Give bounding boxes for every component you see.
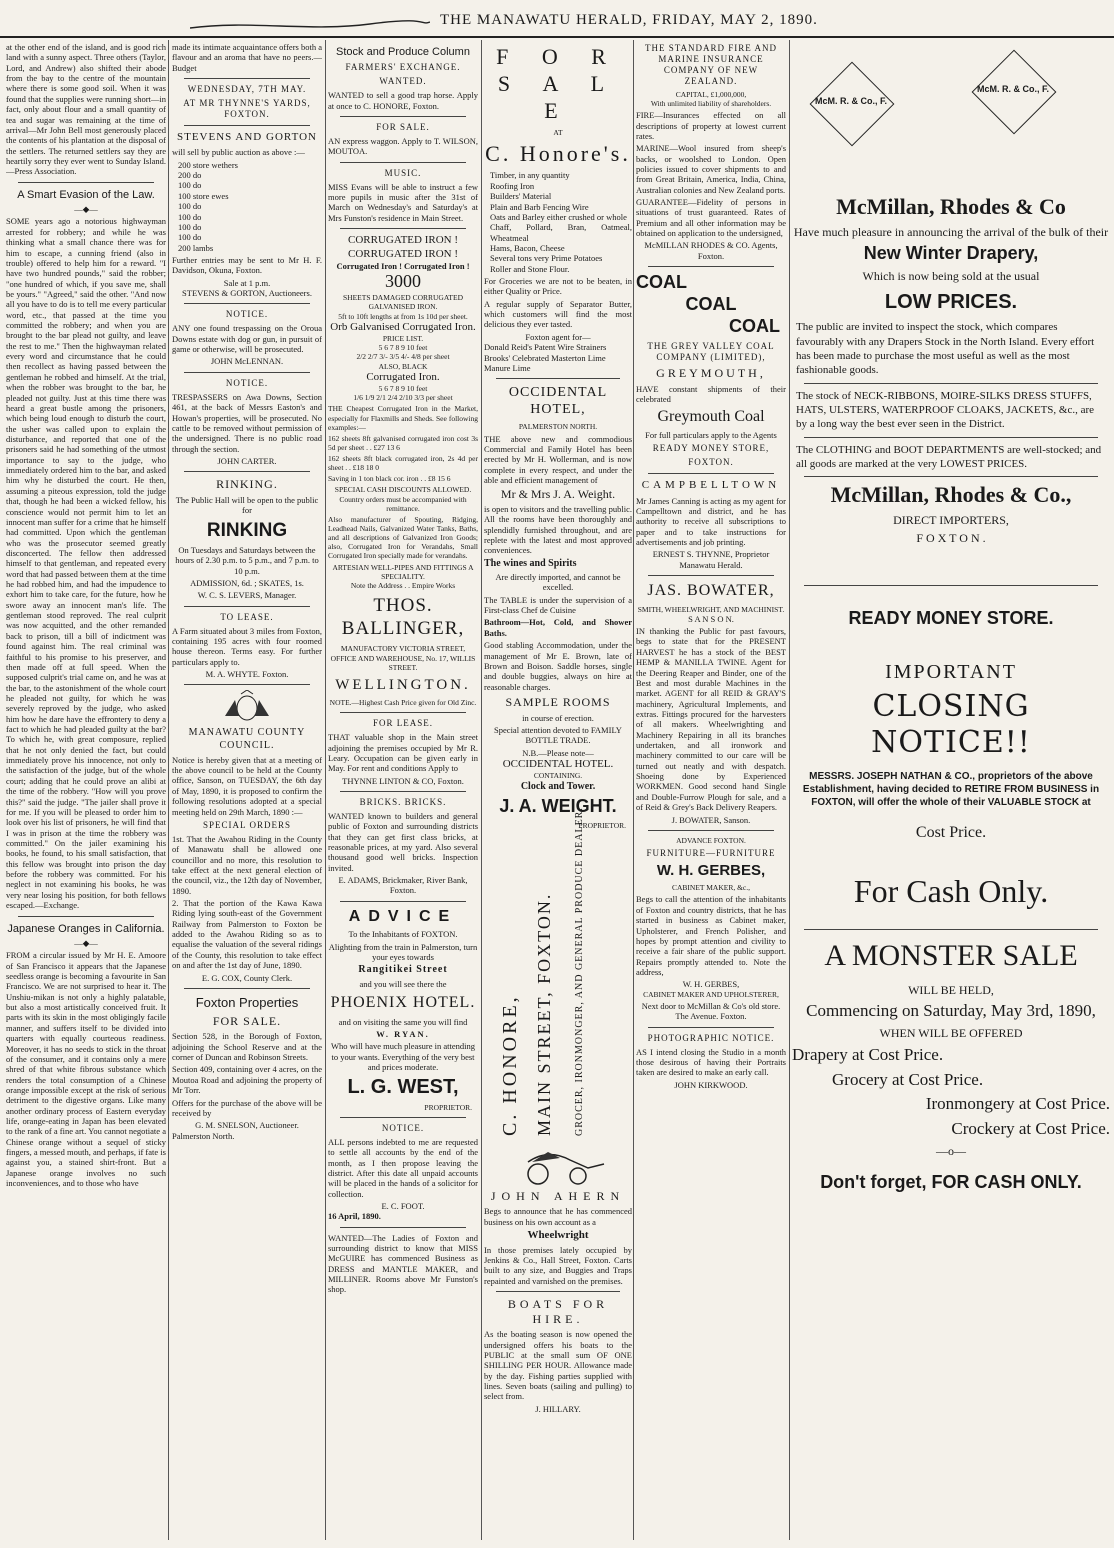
iron-quantity: 3000: [385, 271, 421, 292]
lease-heading: FOR LEASE.: [372, 718, 433, 729]
sample-sub: in course of erection.: [522, 712, 594, 723]
address-note: Note the Address . . Empire Works: [350, 580, 456, 590]
wheelwright: Wheelwright: [527, 1229, 589, 1242]
notice-date: 16 April, 1890.: [328, 1211, 381, 1222]
list-item: 100 do: [178, 180, 202, 191]
gerbes-trade: CABINET MAKER, &c.,: [672, 883, 750, 893]
list-item: 100 do: [178, 201, 202, 212]
grocery-line: Grocery at Cost Price.: [832, 1069, 984, 1089]
ironmongery-line: Ironmongery at Cost Price.: [925, 1094, 1110, 1114]
notice-signature: JOHN McLENNAN.: [210, 356, 284, 367]
notice-body: ANY one found trespassing on the Oroua Downs estate with dog or gun, in pursuit of game or otherwise, will be prosecuted.: [172, 323, 322, 355]
greymouth-coal: Greymouth Coal: [657, 408, 765, 426]
capital: CAPITAL, £1,000,000,: [675, 89, 747, 99]
list-item: Oats and Barley either crushed or whole: [490, 211, 627, 222]
weight-name: Mr & Mrs J. A. Weight.: [500, 487, 616, 502]
stabling-text: Good stabling Accommodation, under the management of Mr E. Brown, late of Brown and Boison. Saddle horses, single and double buggies, always on hire at reasonable charges.: [484, 640, 632, 692]
council-order: 1st. That the Awahou Riding in the County of Manawatu shall be allowed one councillor and no more, this resolution to take effect at the next general election of the council, viz., the 12th day of November, 1890.: [172, 833, 322, 896]
gerbes-signature: W. H. GERBES,: [682, 979, 740, 990]
mcmillan-heading-2: McMillan, Rhodes & Co.,: [830, 482, 1072, 508]
sold-text: Which is now being sold at the usual: [862, 269, 1040, 284]
coal-particulars: For full particulars apply to the Agents: [645, 429, 777, 440]
list-item: Timber, in any quantity: [490, 170, 570, 181]
commencing-date: Commencing on Saturday, May 3rd, 1890,: [806, 1001, 1096, 1021]
closing-notice: CLOSING NOTICE!!: [871, 688, 1031, 761]
dont-forget: Don't forget, FOR CASH ONLY.: [820, 1172, 1082, 1193]
iron-sheets: SHEETS DAMAGED CORRUGATED GALVANISED IRON.: [342, 293, 463, 312]
agent-item: Brooks' Celebrated Masterton Lime: [484, 352, 606, 363]
list-item: 100 do: [178, 211, 202, 222]
agent-label: Foxton agent for—: [525, 331, 591, 342]
phoenix-body: and on visiting the same you will find: [338, 1016, 468, 1027]
store-place: FOXTON.: [688, 457, 734, 468]
forsale-heading: F O R S A L E: [496, 44, 620, 123]
phoenix-hotel: PHOENIX HOTEL.: [330, 993, 476, 1011]
crockery-line: Crockery at Cost Price.: [951, 1119, 1110, 1139]
trademark-area: [792, 40, 1110, 190]
ryan-name: W. RYAN.: [376, 1028, 430, 1039]
ready-money-store: READY MONEY STORE,: [652, 443, 770, 454]
masthead: [0, 8, 1114, 38]
example-line: 162 sheets 8ft galvanised corrugated iron cost 3s 5d per sheet . . £27 13 6: [328, 433, 478, 452]
will-be-held: WILL BE HELD,: [908, 982, 994, 997]
iron-heading: CORRUGATED IRON !: [348, 247, 458, 260]
clothing-text: The CLOTHING and BOOT DEPARTMENTS are well-stocked; and all goods are marked at the very LOWEST PRICES.: [796, 443, 1102, 470]
column-rule: [633, 40, 634, 1540]
oranges-story: FROM a circular issued by Mr H. E. Amoore of San Francisco it appears that the Japanese seedless orange is becoming a favourite in San Francisco. We are not surprised to hear it. The Unshiu-mikan is not only a highly palatable, but also a most artistically conceived fruit. It parts with its skin in the most obligingly facile manner, and suffers itself to be divided into quarters with equally courteous readiness. Moreover, it has no seeds to stick in the throat of the consumer, and it contains only a mere shred of that white fibrous substance which renders the total consumption of a Chinese orange impossible except at the risk of serious detriment to the digestive organs. Like many another ordinary process of Eastern everyday life, orange-eating in Japan has been elevated to the rank of a fine art. You cannot negotiate a Chinese orange without a sequel of sticky fingers, a messed mouth, and perhaps, if fate is against you, a stained shirt-front. But a Japanese orange involves no such inconveniences, and to those who have: [6, 950, 166, 1189]
column-mcmillan-ad: [792, 40, 1110, 1540]
ahern-body: Begs to announce that he has commenced business on his own account as a: [484, 1206, 632, 1227]
bricks-body: WANTED known to builders and general public of Foxton and surrounding districts that they can get first class bricks, at reasonable prices, at my yard. Also several thousand good well bricks. Inspection invited.: [328, 810, 478, 873]
boats-signature: J. HILLARY.: [535, 1403, 581, 1414]
list-item: 100 store ewes: [178, 190, 229, 201]
containing-label: CONTAINING.: [533, 771, 583, 781]
ballinger-address: MANUFACTORY VICTORIA STREET, OFFICE AND WAREHOUSE, No. 17, WILLIS STREET.: [330, 644, 476, 672]
divider: [340, 791, 466, 792]
divider: [648, 473, 774, 474]
music-heading: MUSIC.: [384, 167, 422, 178]
coal-company: THE GREY VALLEY COAL COMPANY (LIMITED),: [647, 341, 775, 363]
notice-signature: JOHN CARTER.: [217, 455, 277, 466]
lease-heading: TO LEASE.: [220, 611, 274, 622]
photo-signature: JOHN KIRKWOOD.: [674, 1079, 748, 1090]
black-iron: Corrugated Iron.: [366, 370, 440, 383]
divider: [184, 988, 310, 989]
divider: [340, 1117, 466, 1118]
lease-signature: THYNNE LINTON & CO, Foxton.: [342, 775, 464, 786]
property-item: Section 409, containing over 4 acres, on the Moutoa Road and adjoining the property of Mr Torr.: [172, 1064, 322, 1096]
liability: With unlimited liability of shareholders.: [650, 99, 772, 109]
auctioneer-name: STEVENS AND GORTON: [177, 130, 317, 143]
drapery-line: Drapery at Cost Price.: [792, 1044, 944, 1064]
insurance-heading: THE STANDARD FIRE AND MARINE INSURANCE COMPANY OF NEW ZEALAND.: [644, 43, 778, 86]
divider: [804, 437, 1098, 438]
coal-word: COAL: [685, 294, 737, 315]
ballinger-city: WELLINGTON.: [335, 676, 471, 693]
highwayman-story: SOME years ago a notorious highwayman arrested for robbery; and while he was thinking what a small chance there was for him to escape, a cunning friend (also in trouble) offered to help him for a reward. "I have two hundred pounds," said the robber; "one hundred of which, if you save me, shall be yours." "Agreed," said the other. "And now all you have to do is to tell me every particular word, etc., that passed at the time you committed the robbery; and when you are brought to the bar plead not guilty, and leave the rest to me." Then the highwayman related every word and circumstance that he could then recollect as having passed between the gentleman he robbed and himself. At the trial, when the robber was brought to the bar, he pleaded not guilty. Just at this time there was heard a great bustle among the prisoners, which being loud enough to disturb the court, the usher was called upon to explain the disturbance, and reported that one of the prisoners said he had something of the utmost importance to say to the judge, who immediately ordered him to the bar, and asked him why he disturbed the court. He then, assuming a piteous expression, told the judge that, though he had been a wicked fellow, his conscience would not permit him to let an innocent man suffer for a crime that he himself had committed. Upon which the gentleman who was the prosecutor seemed greatly disconcerted. The fellow then addressed himself to that gentleman, and repeated every word that had passed between them at the time he had robbed him, and had the impudence to exhort him to take care, for the future, how he swore away an innocent man's life. The gentleman stood reproved. The real culprit was now acquitted, and the other remanded back to prison, till a bill of indictment was found against him. The real criminal was faithful to his promise to his preserver, and then made off at full speed. When the supposed culprit's trial came on, and he was at the bar, to the astonishment of the whole court he pleaded not guilty, for which he was severely reproved by the judge, who asked him how he dare have the effrontery to deny a fact to which he had pleaded guilty at the bar? To which he, with great composure, replied that he not only denied the fact, but could immediately prove his innocence, not only to the satisfaction of the judge, but of the whole court; adding that he could prove an alibi at the time of the robbery. "How will you prove this?" said the judge. "The jailer shall prove it for me. If you will be pleased to order him to look over his list of prisoners, he will find that I was in prison at the time the robbery was committed." On the jailer examining his books, he found, to his small satisfaction, that this fellow was brought into prison the day before the robbery was committed. For his neglect in not examining his books, he was very near losing his position, for both fellows escaped.—Exchange.: [6, 216, 166, 911]
property-offers: Offers for the purchase of the above will be received by: [172, 1097, 322, 1118]
occidental-body: is open to visitors and the travelling public. All the rooms have been thoroughly and splendidly furnished throughout, and are replete with the latest and most approved conveniences.: [484, 504, 632, 556]
wines-heading: The wines and Spirits: [484, 557, 577, 569]
notice-heading: NOTICE.: [381, 1122, 425, 1133]
forsale-body: AN express waggon. Apply to T. WILSON, MOUTOA.: [328, 136, 478, 157]
notice-body: ALL persons indebted to me are requested to settle all accounts by the end of the month, as I then propose leaving the district. After this date all unpaid accounts will be placed in the hands of a solicitor for collection.: [328, 1136, 478, 1199]
story-headline: A Smart Evasion of the Law.: [17, 188, 155, 201]
bricks-heading: BRICKS. BRICKS.: [359, 797, 447, 807]
council-subheading: SPECIAL ORDERS: [203, 819, 291, 830]
vertical-trade: GROCER, IRONMONGER, AND GENERAL PRODUCE DEALER.: [574, 806, 585, 1136]
divider: [804, 383, 1098, 384]
divider: [648, 575, 774, 576]
divider: [184, 684, 310, 685]
when-offered: WHEN WILL BE OFFERED: [879, 1026, 1023, 1041]
divider: [184, 606, 310, 607]
column-rule: [168, 40, 169, 1540]
divider: [184, 471, 310, 472]
column-rule: [325, 40, 326, 1540]
notice-heading: NOTICE.: [225, 309, 269, 320]
divider: [648, 266, 774, 267]
invited-text: The public are invited to inspect the stock, which compares favourably with any Drapers Stock in the North Island. Every effort has been made to purchase the most useful as well as the most fashionable goods.: [796, 321, 1095, 377]
manufacturer-text: Also manufacturer of Spouting, Ridging, Leadhead Nails, Galvanized Water Tanks, Baths, and all descriptions of Galvanized Iron Goods; also, Corrugated Iron for Verandahs, Small Corrugated Iron specially made for verandahs.: [328, 514, 478, 561]
property-signature: G. M. SNELSON, Auctioneer.: [195, 1120, 299, 1131]
sample-rooms: SAMPLE ROOMS: [505, 694, 611, 709]
campbelltown-signature: ERNEST S. THYNNE, Proprietor Manawatu Herald.: [652, 549, 770, 570]
price-row: 2/2 2/7 3/- 3/5 4/- 4/8 per sheet: [356, 352, 450, 362]
rinking-intro: The Public Hall will be open to the public for: [175, 494, 319, 516]
divider: [184, 372, 310, 373]
lease-body: THAT valuable shop in the Main street adjoining the premises occupied by Mr R. Leary. Occupation can be given early in May. For rent and conditions Apply to: [328, 732, 478, 774]
divider: [340, 116, 466, 117]
sunday-island-story: at the other end of the island, and is good rich land with a sunny aspect. Three others (Taylor, Lord, and Andrew) also shifted their abode from the bay to the centre of the mountain where there is some good soil. When it was found that the supplies were running short—in fact, only about flour and a small quantity of tea and sugar was remaining at the time of arrival—Mr John Bell most generously placed the contents of his plantation at the disposal of the settlers. The returned settlers say they are heartily sorry they ever went to Sunday Island.—Press Association.: [6, 42, 166, 177]
winter-drapery: New Winter Drapery,: [863, 243, 1039, 264]
country-orders: Country orders must be accompanied with remittance.: [339, 494, 467, 513]
price-row: 1/6 1/9 2/1 2/4 2/10 3/3 per sheet: [353, 393, 453, 403]
price-row: 5 6 7 8 9 10 feet: [378, 343, 428, 353]
west-proprietor: PROPRIETOR.: [424, 1102, 472, 1112]
clock-tower: Clock and Tower.: [520, 780, 596, 792]
advice-body: Alighting from the train in Palmerston, turn your eyes towards: [328, 941, 478, 963]
list-item: 100 do: [178, 221, 202, 232]
coal-word: COAL: [729, 316, 780, 337]
bowater-body: IN thanking the Public for past favours, begs to state that for the PRESENT HARVEST he has a stock of the BEST HEMP & MANILLA TWINE. Agent for the Deering Reaper and Binder, one of the Best and most durable Machines in the market. AGENT for all REID & GRAY'S machinery, Agricultural Implements, and extras. Fittings procured for the harvesters of all makers. Wheelwrighting and Machinery Repairing in all its branches undertaken, and all ironwork and machinery committed to our care will be turned out neatly and with despatch. Shoeing done by Experienced WORKMEN. Good second hand Single and Double-Furrow Plough for sale, and a of Reid & Grey's Back Delivery Reapers.: [636, 626, 786, 813]
column-stock-produce: [328, 40, 478, 1540]
weight-big: J. A. WEIGHT.: [499, 795, 617, 816]
advice-sub: To the Inhabitants of FOXTON.: [348, 929, 458, 940]
nathan-text: MESSRS. JOSEPH NATHAN & CO., proprietors of the above Establishment, having decided to RETIRE FROM BUSINESS in FOXTON, will offer the whole of their VALUABLE STOCK at: [802, 770, 1100, 808]
list-item: Builders' Material: [490, 191, 552, 202]
list-item: Plain and Barb Fencing Wire: [490, 201, 589, 212]
price-row: 5 6 7 8 9 10 feet: [378, 384, 428, 394]
bricks-signature: E. ADAMS, Brickmaker, River Bank, Foxton.: [338, 875, 468, 896]
proprietor-label: PROPRIETOR.: [578, 820, 626, 830]
coal-word: COAL: [636, 272, 687, 293]
carriage-icon: [508, 1142, 608, 1186]
insurance-signature: McMILLAN RHODES & CO. Agents, Foxton.: [644, 240, 778, 261]
sale-location: AT MR THYNNE'S YARDS, FOXTON.: [183, 98, 311, 120]
goods-list: [484, 170, 632, 274]
bottle-trade: Special attention devoted to FAMILY BOTTLE TRADE.: [494, 724, 622, 746]
auctioneer-signature: STEVENS & GORTON, Auctioneers.: [182, 288, 312, 299]
campbelltown-body: Mr James Canning is acting as my agent for Campelltown and district, and he has authority to receive all subscriptions to paper and to take instructions for advertisements and job printing.: [636, 495, 786, 547]
boats-body: As the boating season is now opened the undersigned offers his boats to the PUBLIC at the small sum OF ONE SHILLING PER HOUR. Allowance made by the day. Fishing parties supplied with lines. Seven boats (sailing and pulling) to select from.: [484, 1329, 632, 1402]
campbelltown-heading: CAMPBELLTOWN: [641, 479, 781, 492]
stock-list: [172, 160, 322, 253]
marine-text: MARINE—Wool insured from sheep's backs, or woolshed to London. Open policies issued to cover shipments to and from Great Britain, America, India, China, Australian colonies and New Zealand ports.: [636, 143, 786, 195]
properties-heading: Foxton Properties: [195, 994, 299, 1010]
story-headline: Japanese Oranges in California.: [7, 922, 165, 935]
notice-body: TRESPASSERS on Awa Downs, Section 461, at the back of Messrs Easton's and Howan's properties, will be prosecuted. No cattle to be removed without permission of the undersigned. There is no public road through the section.: [172, 391, 322, 454]
ballinger-name: THOS. BALLINGER,: [341, 595, 465, 640]
council-order: 2. That the portion of the Kawa Kawa Riding lying south-east of the Government Railway from Palmerston to Foxton be added to the Awahou Riding so as to equalise the valuation of the several ridings of the County, this resolution to take effect on and after the 1st day of June, 1890.: [172, 898, 322, 971]
rangitikei: Rangitikei Street: [358, 964, 448, 976]
divider: [340, 712, 466, 713]
music-body: MISS Evans will be able to instruct a few more pupils in music after the 31st of March on Wednesday's and Saturday's at Mrs Funston's residence in Main Street.: [328, 181, 478, 223]
stock-heading: Stock and Produce Column: [336, 46, 470, 58]
advance-foxton: ADVANCE FOXTON.: [676, 835, 746, 845]
gerbes-name: W. H. GERBES,: [656, 862, 766, 880]
trademark-label: McM. R. & Co., F.: [815, 96, 887, 106]
column-notices: [172, 40, 322, 1540]
price-list-label: PRICE LIST.: [382, 334, 424, 344]
list-item: Several tons very Prime Potatoes: [490, 253, 603, 264]
rinking-hours: On Tuesdays and Saturdays between the hours of 2.30 p.m. to 5 p.m., and 7 p.m. to 10 p.m.: [175, 544, 319, 576]
artesian: ARTESIAN WELL-PIPES AND FITTINGS A SPECIALITY.: [332, 562, 474, 581]
iron-heading: CORRUGATED IRON !: [348, 234, 458, 247]
photo-heading: PHOTOGRAPHIC NOTICE.: [647, 1032, 775, 1043]
orb-heading: Orb Galvanised Corrugated Iron.: [330, 320, 476, 333]
divider: [340, 228, 466, 229]
property-item: Section 528, in the Borough of Foxton, adjoining the School Reserve and at the corner of Duncan and Robinson Streets.: [172, 1031, 322, 1063]
furniture-heading: FURNITURE—FURNITURE: [646, 848, 776, 859]
divider: [804, 476, 1098, 477]
divider: [184, 303, 310, 304]
gerbes-body: Begs to call the attention of the inhabitants of Foxton and country districts, that he has started in business as Cabinet maker, Upholsterer, and French Polisher, and hopes by prompt attention and civility to receive a fair share of the public support. Repairs promptly attended to. Note the address,: [636, 894, 786, 977]
west-name: L. G. WEST,: [347, 1076, 459, 1099]
column-honore: [484, 40, 632, 1540]
property-place: Palmerston North.: [172, 1130, 235, 1141]
advice-heading: ADVICE: [348, 907, 458, 925]
direct-importers: DIRECT IMPORTERS,: [893, 512, 1009, 527]
nb-note: N.B.—Please note—: [522, 747, 594, 758]
divider: [18, 916, 154, 917]
foxton-label: F O X T O N .: [916, 530, 986, 545]
occidental-place: PALMERSTON NORTH.: [518, 422, 598, 432]
column-insurance-coal: [636, 40, 786, 1540]
ornament-icon: —◆—: [74, 204, 98, 215]
bowater-place: S A N S O N.: [688, 613, 734, 624]
advice-body: and you will see there the: [359, 978, 447, 989]
wines-body: Are directly imported, and cannot be excelled.: [495, 571, 621, 593]
vertical-name: C. HONORE,: [499, 994, 521, 1136]
gerbes-address: Next door to McMillan & Co's old store. The Avenue. Foxton.: [641, 1000, 781, 1022]
list-item: 200 store wethers: [178, 159, 238, 170]
lease-signature: M. A. WHYTE. Foxton.: [205, 669, 289, 680]
mcmillan-heading: McMillan, Rhodes & Co: [836, 194, 1066, 219]
list-item: 200 lambs: [178, 242, 214, 253]
list-item: Roofing Iron: [490, 180, 535, 191]
list-item: Hams, Bacon, Cheese: [490, 242, 565, 253]
masthead-flourish-icon: [190, 16, 430, 36]
list-item: Roller and Stone Flour.: [490, 263, 570, 274]
separator-ornament: —o—: [936, 1143, 966, 1158]
ready-money-store-heading: READY MONEY STORE.: [848, 608, 1054, 629]
photo-body: AS I intend closing the Studio in a month those desirous of having their Portraits taken are desired to make an early call.: [636, 1046, 786, 1078]
coat-of-arms-icon: [217, 690, 277, 724]
column-rule: [481, 40, 482, 1540]
ryan-body: Who will have much pleasure in attending to your wants. Everything of the very best and prices moderate.: [331, 1041, 475, 1072]
divider: [648, 830, 774, 831]
sale-date: WEDNESDAY, 7TH MAY.: [187, 84, 307, 95]
for-cash-only: For Cash Only.: [853, 873, 1049, 910]
divider: [648, 1027, 774, 1028]
budget-text: made its intimate acquaintance offers both a flavour and an aroma that have no peers.—Budget: [172, 42, 322, 73]
cheapest-text: THE Cheapest Corrugated Iron in the Market, especially for Flaxmills and Sheds. See following examples:—: [328, 404, 478, 432]
rinking-title: RINKING: [206, 519, 288, 541]
divider: [496, 378, 620, 379]
greymouth: GREYMOUTH,: [656, 365, 766, 380]
iron-heading: Corrugated Iron ! Corrugated Iron !: [336, 260, 470, 271]
rinking-fees: ADMISSION, 6d. ; SKATES, 1s.: [190, 577, 304, 588]
butter-text: A regular supply of Separator Butter, which customers will find the most delicious they ever tasted.: [484, 298, 632, 330]
gerbes-role: CABINET MAKER AND UPHOLSTERER,: [643, 989, 779, 999]
ahern-heading: JOHN AHERN: [490, 1188, 626, 1203]
farmers-exchange: FARMERS' EXCHANGE.: [345, 62, 461, 73]
guarantee-text: GUARANTEE—Fidelity of persons in situations of trust guaranteed. Rates of Premium and all other information may be obtained on application to the undersigned,: [636, 197, 786, 239]
council-heading: MANAWATU COUNTY COUNCIL.: [188, 727, 306, 751]
ballinger-note: NOTE.—Highest Cash Price given for Old Zinc.: [329, 698, 477, 708]
bathroom-text: Bathroom—Hot, Cold, and Shower Baths.: [484, 617, 632, 638]
divider: [340, 1227, 466, 1228]
auction-body: will sell by public auction as above :—: [172, 147, 305, 158]
important-label: IMPORTANT: [885, 661, 1017, 684]
rinking-heading: RINKING.: [216, 477, 278, 492]
divider: [804, 585, 1098, 586]
divider: [184, 78, 310, 79]
divider: [496, 1291, 620, 1292]
bowater-name: JAS. BOWATER,: [647, 582, 775, 600]
council-body: Notice is hereby given that at a meeting of the above council to be held at the County office, Sanson, on TUESDAY, the 6th day of May, 1890, it is proposed to confirm the following resolutions adopted at a special meeting held on 29th March, 1890 :—: [172, 754, 322, 817]
occidental-body: THE above new and commodious Commercial and Family Hotel has been erected by Mr H. Wollerman, and is now complete in every respect, and under the able and efficient management of: [484, 433, 632, 486]
sale-time: Sale at 1 p.m.: [223, 277, 271, 288]
also-black: ALSO, BLACK: [378, 361, 428, 371]
trademark-label: McM. R. & Co., F.: [977, 84, 1049, 94]
at-label: AT: [553, 128, 563, 138]
wanted-heading: WANTED.: [379, 76, 427, 87]
honore-title: C. Honore's.: [485, 140, 631, 166]
dressmaker-body: WANTED—The Ladies of Foxton and surrounding district to know that MISS McGUIRE has commenced Business as DRESS and MANTLE MAKER, and MILLINER. Rooms above Mr Funston's shop.: [328, 1232, 478, 1295]
list-item: Chaff, Pollard, Bran, Oatmeal, Wheatmeal: [490, 222, 632, 243]
fire-text: FIRE—Insurances effected on all descriptions of property at lowest current rates.: [636, 110, 786, 141]
divider: [184, 125, 310, 126]
occidental-heading: OCCIDENTAL HOTEL,: [508, 385, 608, 418]
stock-text: The stock of NECK-RIBBONS, MOIRE-SILKS DRESS STUFFS, HATS, ULSTERS, WATERPROOF CLOAKS, JACKETS, &c., are by a long way the best ever seen in the District.: [796, 389, 1095, 431]
agent-item: Donald Reid's Patent Wire Strainers: [484, 342, 607, 353]
grocery-text: For Groceries we are not to be beaten, in either Quality or Price.: [484, 276, 632, 297]
boats-heading: BOATS FOR HIRE.: [507, 1297, 609, 1326]
notice-signature: E. C. FOOT.: [381, 1200, 425, 1211]
saving-line: Saving in 1 ton black cor. iron . . £8 15 6: [328, 474, 451, 484]
list-item: 100 do: [178, 232, 202, 243]
table-text: The TABLE is under the supervision of a First-class Chef de Cuisine: [484, 594, 632, 616]
discounts: SPECIAL CASH DISCOUNTS ALLOWED.: [334, 485, 472, 495]
divider: [340, 162, 466, 163]
low-prices: LOW PRICES.: [884, 291, 1018, 314]
iron-lengths: 5ft to 10ft lengths at from 1s 10d per sheet.: [338, 311, 468, 321]
coal-body: HAVE constant shipments of their celebrated: [636, 383, 786, 404]
masthead-title: THE MANAWATU HERALD, FRIDAY, MAY 2, 1890.: [440, 12, 818, 28]
lease-body: A Farm situated about 3 miles from Foxton, containing 195 acres with four roomed house thereon. Terms easy. For further particulars apply to.: [172, 625, 322, 667]
council-signature: E. G. COX, County Clerk.: [201, 972, 293, 983]
example-line: 162 sheets 8ft black corrugated iron, 2s 4d per sheet . . £18 18 0: [328, 454, 478, 473]
divider: [340, 901, 466, 902]
forsale-heading: FOR SALE.: [376, 122, 430, 133]
monster-sale: A MONSTER SALE: [824, 939, 1078, 973]
entries-text: Further entries may be sent to Mr H. F. Davidson, Okuna, Foxton.: [172, 254, 322, 276]
ahern-body: In those premises lately occupied by Jenkins & Co., Hall Street, Foxton. Carts built to any size, and Buggies and Traps repainted and varnished on the premises.: [484, 1244, 632, 1286]
cost-price: Cost Price.: [915, 823, 987, 841]
vertical-address: MAIN STREET, FOXTON.: [534, 892, 554, 1136]
properties-subheading: FOR SALE.: [212, 1013, 282, 1028]
list-item: 200 do: [178, 170, 202, 181]
divider: [18, 182, 154, 183]
column-news: [6, 40, 166, 1540]
divider: [804, 929, 1098, 930]
occidental-heading-2: OCCIDENTAL HOTEL.: [502, 758, 614, 770]
agent-item: Manure Lime: [484, 362, 531, 373]
rinking-signature: W. C. S. LEVERS, Manager.: [197, 590, 297, 601]
pleasure-text: Have much pleasure in announcing the arrival of the bulk of their: [793, 224, 1109, 239]
bowater-trade: SMITH, WHEELWRIGHT, AND MACHINIST.: [637, 604, 785, 614]
wanted-body: WANTED to sell a good trap horse. Apply at once to C. HONORE, Foxton.: [328, 90, 478, 111]
ornament-icon: —◆—: [74, 937, 98, 948]
column-rule: [789, 40, 790, 1540]
bowater-signature: J. BOWATER, Sanson.: [671, 814, 751, 825]
notice-heading: NOTICE.: [225, 377, 269, 388]
